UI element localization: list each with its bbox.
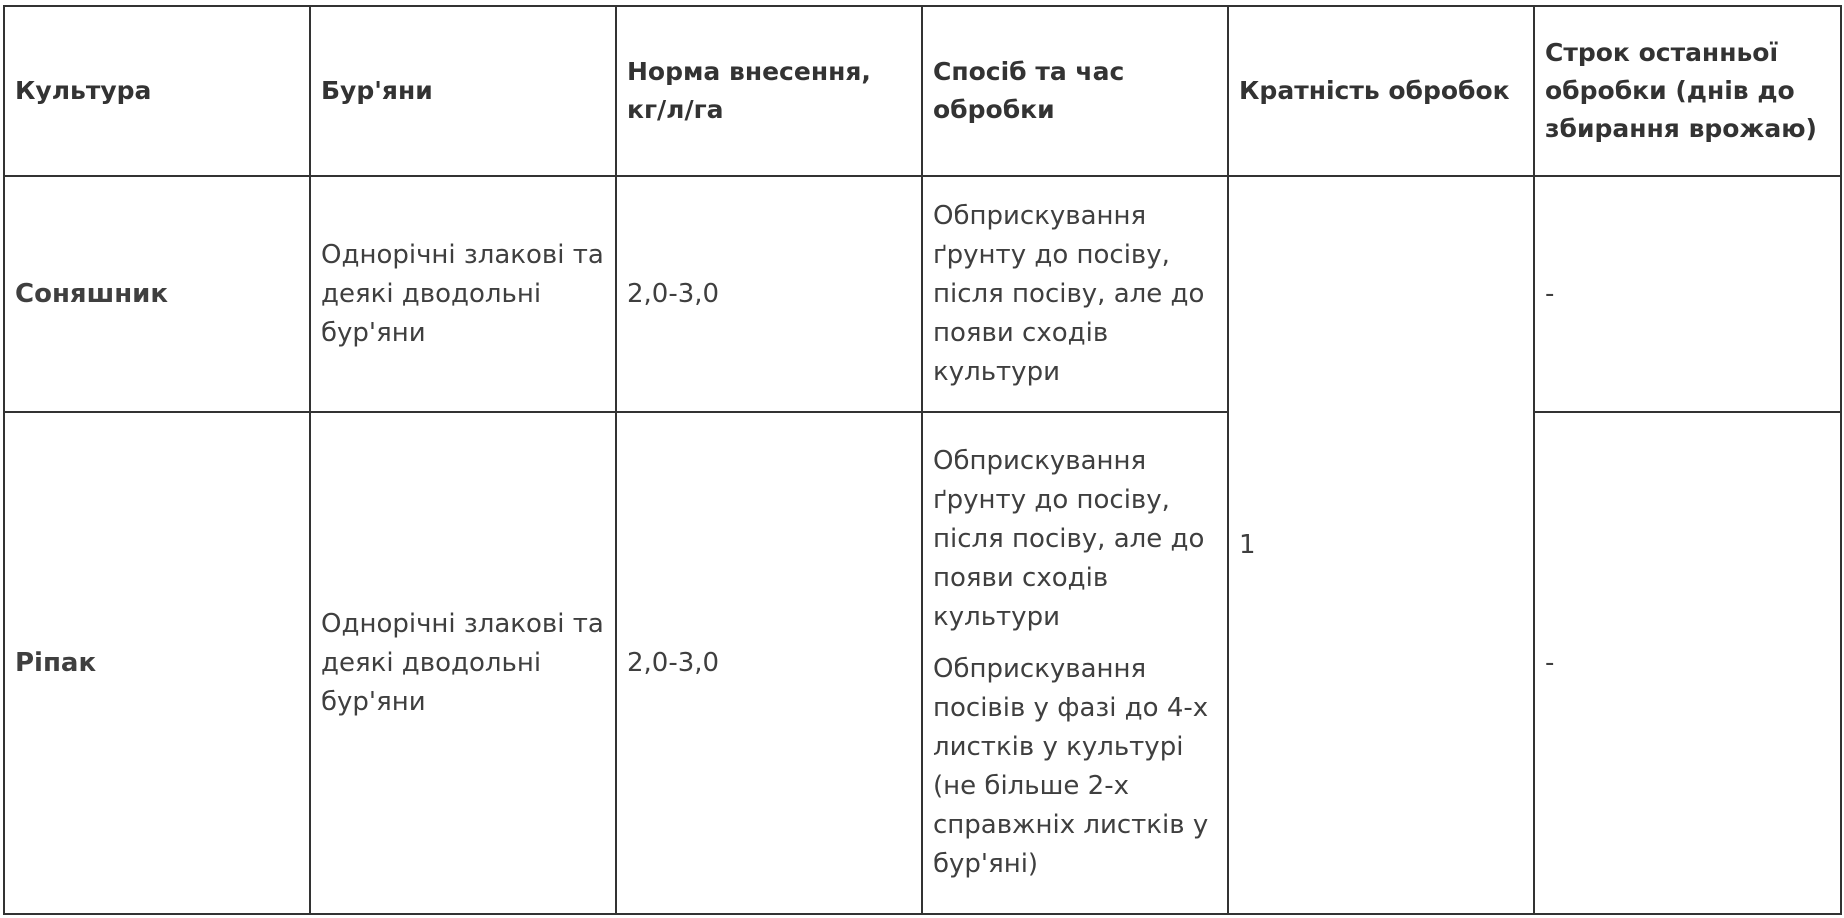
last-treatment-cell: - — [1534, 412, 1841, 914]
table-row — [4, 176, 1841, 412]
header-rate: Норма внесення, кг/л/га — [616, 6, 922, 176]
method-text: Обприскування посівів у фазі до 4-х листків у культурі (не більше 2-х справжніх листків у бур'яні) — [933, 654, 1209, 879]
method-cell — [922, 176, 1228, 412]
header-crop: Культура — [4, 6, 310, 176]
herbicide-usage-table — [3, 5, 1842, 915]
header-last-treatment: Строк останньої обробки (днів до збирання врожаю) — [1534, 6, 1841, 176]
rate-cell: 2,0-3,0 — [616, 412, 922, 914]
crop-cell: Соняшник — [4, 176, 310, 412]
method-text: Обприскування ґрунту до посіву, після посіву, але до появи сходів культури — [933, 200, 1205, 387]
header-method: Спосіб та час обробки — [922, 6, 1228, 176]
header-frequency: Кратність обробок — [1228, 6, 1534, 176]
table-body — [4, 176, 1841, 914]
method-text: Обприскування ґрунту до посіву, після посіву, але до появи сходів культури — [933, 446, 1205, 632]
table-row — [4, 412, 1841, 914]
table-header — [4, 6, 1841, 176]
last-treatment-cell: - — [1534, 176, 1841, 412]
rate-cell: 2,0-3,0 — [616, 176, 922, 412]
crop-cell: Ріпак — [4, 412, 310, 914]
method-cell — [922, 412, 1228, 914]
header-row — [4, 6, 1841, 176]
header-weeds: Бур'яни — [310, 6, 616, 176]
weeds-cell: Однорічні злакові та деякі дводольні бур'яни — [310, 176, 616, 412]
frequency-cell: 1 — [1228, 176, 1534, 914]
weeds-cell: Однорічні злакові та деякі дводольні бур'яни — [310, 412, 616, 914]
